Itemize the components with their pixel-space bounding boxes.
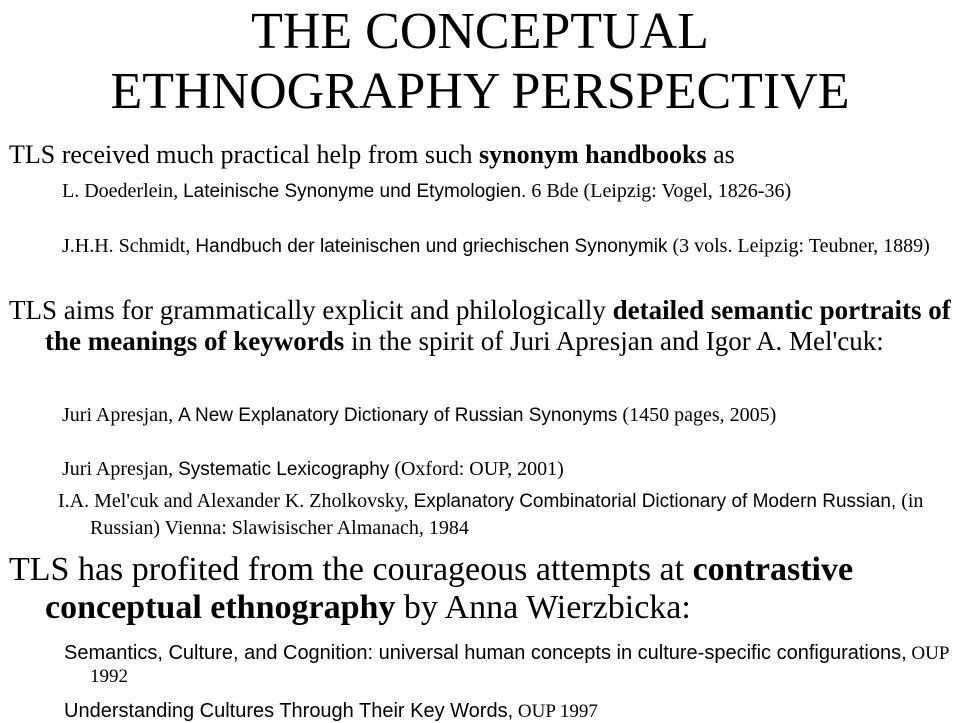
reference-title: Understanding Cultures Through Their Key Words, [64, 700, 514, 722]
reference-details: 6 Bde (Leipzig: Vogel, 1826-36) [526, 180, 792, 202]
paragraph-text: in the spirit of Juri Apresjan and Igor A. Mel'cuk: [344, 326, 884, 356]
reference-apresjan-lexicography [62, 456, 960, 483]
paragraph-text: as [706, 140, 735, 169]
reference-author: Juri Apresjan, [62, 404, 179, 426]
reference-details: (Oxford: OUP, 2001) [389, 458, 564, 480]
reference-title: A New Explanatory Dictionary of Russian Synonyms [178, 405, 618, 426]
paragraph-text: TLS received much practical help from such [9, 140, 479, 169]
reference-doederlein [62, 178, 960, 205]
emphasis-text: synonym handbooks [478, 140, 707, 169]
reference-title: Systematic Lexicography [178, 459, 390, 480]
reference-details: (in Russian) Vienna: Slawisischer Almanach, 1984 [90, 490, 924, 539]
reference-details: OUP 1992 [90, 643, 949, 687]
reference-wierzbicka-semantics [64, 642, 960, 688]
reference-author: J.H.H. Schmidt, [62, 235, 196, 257]
paragraph-text: by Anna Wierzbicka: [395, 589, 691, 626]
paragraph-text: TLS has profited from the courageous attempts at [9, 551, 693, 588]
paragraph-conceptual-ethnography [9, 551, 960, 627]
reference-title: Lateinische Synonyme und Etymologien. [183, 181, 527, 202]
paragraph-semantic-portraits [9, 295, 960, 357]
emphasis-text: detailed semantic portraits of the meanings of keywords [45, 295, 951, 356]
reference-author: Juri Apresjan, [62, 458, 179, 480]
slide-title-line-2: ETHNOGRAPHY PERSPECTIVE [110, 63, 850, 120]
reference-details: (3 vols. Leipzig: Teubner, 1889) [667, 235, 930, 257]
emphasis-text: contrastive conceptual ethnography [45, 551, 854, 626]
reference-author: L. Doederlein, [62, 180, 184, 202]
reference-melcuk [58, 488, 960, 541]
slide-title [0, 2, 960, 122]
paragraph-text: TLS aims for grammatically explicit and philologically [9, 295, 613, 325]
reference-details: OUP 1997 [513, 701, 598, 722]
reference-title: Semantics, Culture, and Cognition: universal human concepts in culture-specific configurations, [64, 642, 907, 664]
reference-apresjan-dictionary [62, 402, 960, 429]
reference-title: Handbuch der lateinischen und griechischen Synonymik [195, 236, 668, 257]
reference-details: (1450 pages, 2005) [617, 404, 777, 426]
reference-title: Explanatory Combinatorial Dictionary of Modern Russian, [413, 491, 897, 512]
slide-title-line-1: THE CONCEPTUAL [251, 3, 709, 60]
reference-schmidt [62, 233, 960, 260]
reference-author: I.A. Mel'cuk and Alexander K. Zholkovsky, [58, 490, 414, 512]
paragraph-synonym-handbooks [9, 141, 954, 168]
